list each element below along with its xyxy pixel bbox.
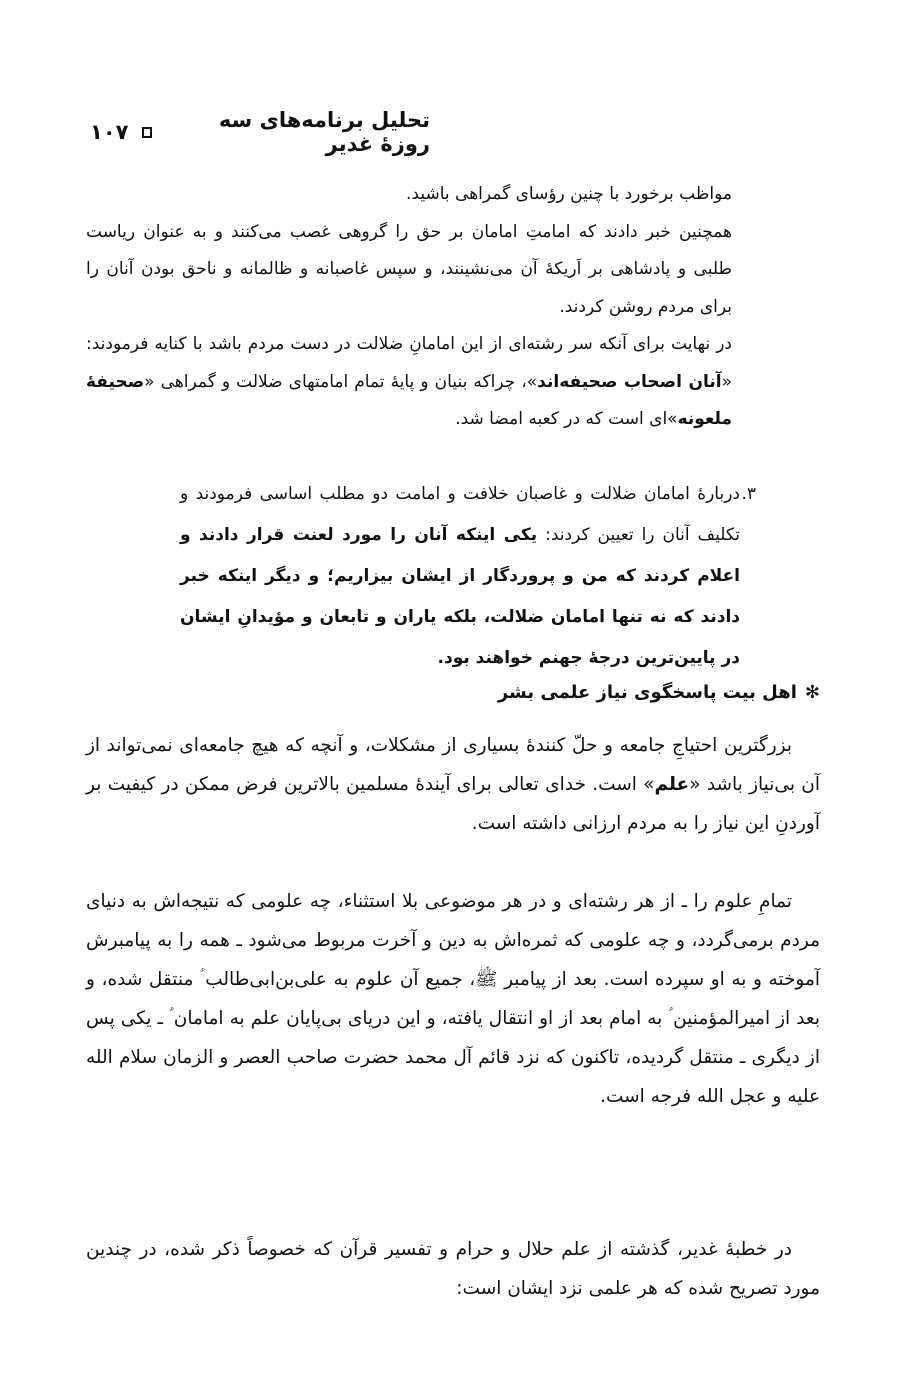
body-para-3: [86, 1230, 820, 1308]
body-para-3-text: در خطبهٔ غدیر، گذشته از علم حلال و حرام و تفسیر قرآن که خصوصاً ذکر شده، در چندین مورد تصریح شده که هر علمی نزد ایشان است:: [86, 1239, 820, 1299]
body-para-2: [86, 882, 820, 1116]
asterisk-icon: ✻: [804, 682, 820, 703]
running-header: [90, 108, 430, 156]
section-title: اهل بیت پاسخگوی نیاز علمی بشر: [497, 682, 797, 703]
page-number: ۱۰۷: [90, 120, 129, 144]
body-para-1-bold: علم: [654, 774, 690, 795]
intro-para-3-bold-2: صحیفهٔ ملعونه: [86, 371, 732, 429]
body-para-1-start: بزرگترین احتیاجِ جامعه و حلّ کنندهٔ بسیاری از مشکلات، و آنچه که هیچ جامعه‌ای نمی‌تواند از آن بی‌نیاز باشد «: [86, 735, 820, 795]
square-icon: [142, 127, 152, 138]
intro-para-2: همچنین خبر دادند که امامتِ امامان بر حق را گروهی غصب می‌کنند و به عنوان ریاست طلبی و پادشاهی بر اَریکهٔ آن می‌نشینند، و سپس غاصبانه و ظالمانه و ناحق بودن آنان را برای مردم روشن کردند.: [86, 221, 732, 317]
list-item-3: [180, 474, 756, 679]
header-title: تحلیل برنامه‌های سه روزهٔ غدیر: [218, 108, 430, 156]
intro-para-1: مواظب برخورد با چنین رؤسای گمراهی باشید.: [406, 184, 732, 204]
intro-para-3-end: »ای است که در کعبه امضا شد.: [455, 409, 678, 429]
intro-para-3-mid: »، چراکه بنیان و پایهٔ تمام امامتهای ضلالت و گمراهی «: [144, 371, 538, 392]
list-item-3-text: [180, 474, 740, 679]
list-item-3-bold: یکی اینکه آنان را مورد لعنت قرار دادند و اعلام کردند که من و پروردگار از ایشان بیزاریم؛ و دیگر اینکه خبر دادند که نه تنها امامان ضلالت، بلکه یاران و تابعان و مؤیدانِ ایشان در پایین‌ترین درجهٔ جهنم خواهند بود.: [180, 525, 740, 668]
body-para-1-text: [86, 726, 820, 843]
intro-para-3: [86, 326, 732, 439]
intro-block: [86, 176, 732, 439]
section-heading: [400, 682, 820, 703]
body-para-2-text: تمامِ علوم را ـ از هر رشته‌ای و در هر موضوعی بلا استثناء، چه علومی که نتیجه‌اش به دنیای مردم برمی‌گردد، و چه علومی که ثمره‌اش به دین و آخرت مربوط می‌شود ـ همه را به پیامبرش آموخته و به او سپرده است. بعد از پیامبر ﷺ، جمیع آن علوم به علی‌بن‌ابی‌طالب ؑ منتقل شده، و بعد از امیرالمؤمنین ؑ به امام بعد از او انتقال یافته، و این دریای بی‌پایان علم به امامان ؑ ـ یکی پس از دیگری ـ منتقل گردیده، تاکنون که نزد قائم آل محمد حضرت صاحب العصر و الزمان سلام الله علیه و عجل الله فرجه است.: [86, 891, 820, 1107]
list-item-number: ۳.: [741, 484, 756, 504]
intro-para-3-text: در نهایت برای آنکه سر رشته‌ای از این امامانِ ضلالت در دست مردم باشد با کنایه فرمودند: «: [86, 334, 733, 392]
body-para-1-end: » است. خدای تعالی برای آیندهٔ مسلمین بالاترین فرض ممکن در کیفیت بر آوردنِ این نیاز را به مردم ارزانی داشته است.: [86, 774, 820, 834]
body-para-1: [86, 726, 820, 843]
intro-para-3-bold-1: آنان اصحاب صحیفه‌اند: [537, 371, 722, 392]
list-item-3-plain: دربارهٔ امامان ضلالت و غاصبان خلافت و امامت دو مطلب اساسی فرمودند و تکلیف آنان را تعیین کردند:: [180, 484, 740, 545]
